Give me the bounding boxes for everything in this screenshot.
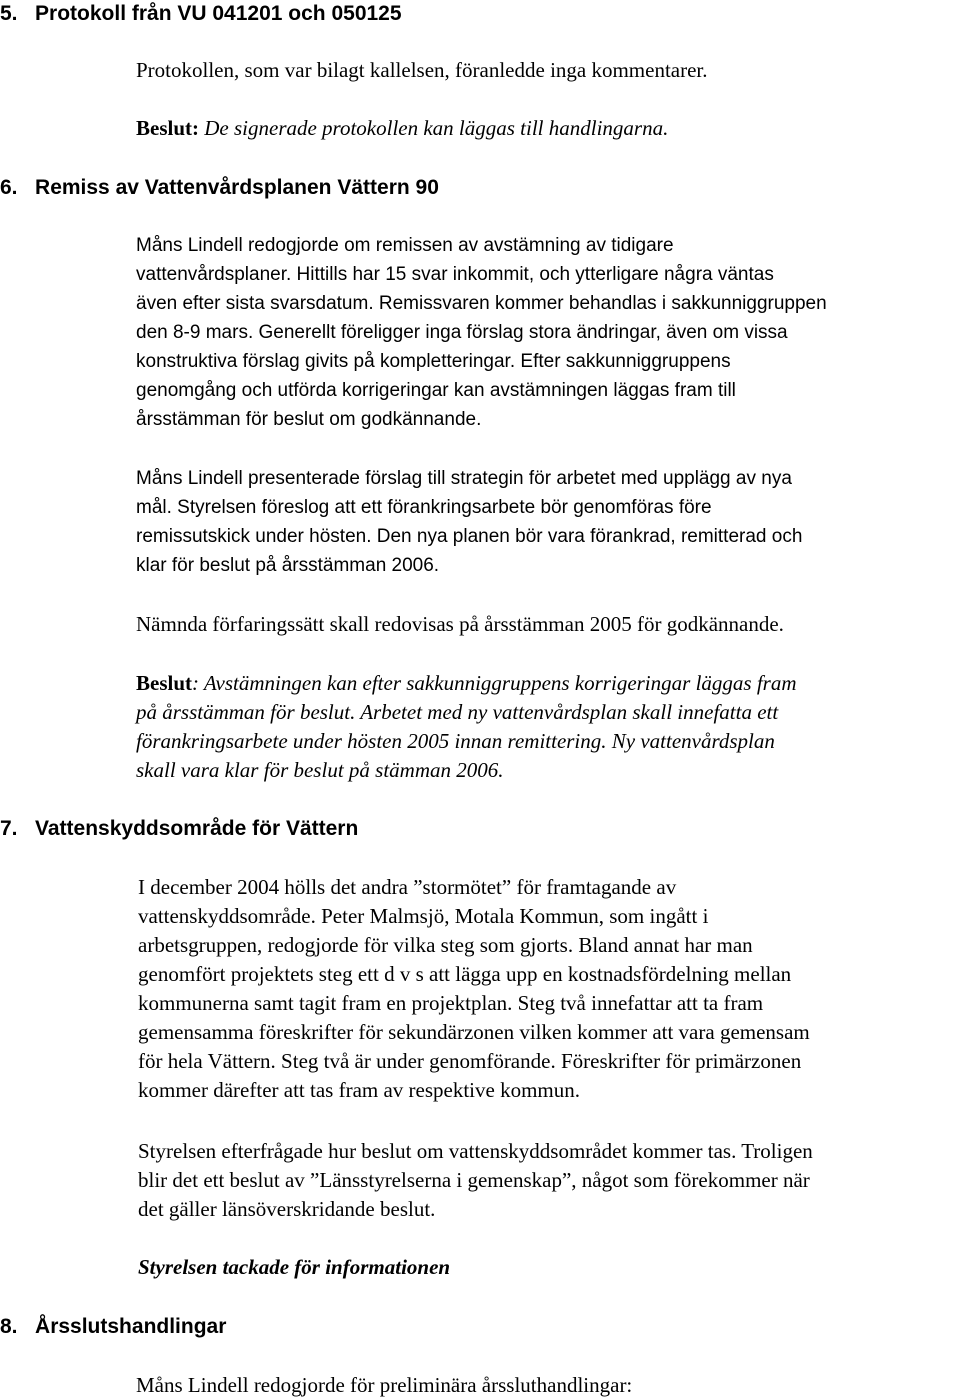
text-line: Måns Lindell presenterade förslag till strategin för arbetet med upplägg av nya xyxy=(136,468,792,489)
section-title: Vattenskyddsområde för Vättern xyxy=(35,817,359,840)
text-line: vattenskyddsområde. Peter Malmsjö, Motala Kommun, som ingått i xyxy=(138,904,709,928)
text-line: gemensamma föreskrifter för sekundärzonen vilken kommer att vara gemensam xyxy=(138,1020,810,1044)
section-6-heading xyxy=(0,177,439,198)
decision-line: skall vara klar för beslut på stämman 2006. xyxy=(136,758,504,782)
section-number: 7. xyxy=(0,817,18,840)
decision-label: Beslut xyxy=(136,671,193,695)
text-line: blir det ett beslut av ”Länsstyrelserna i gemenskap”, något som förekommer när xyxy=(138,1168,810,1192)
section-8-paragraph: Måns Lindell redogjorde för preliminära årssluthandlingar: xyxy=(136,1373,633,1397)
section-title: Årsslutshandlingar xyxy=(35,1315,227,1338)
section-5-paragraph: Protokollen, som var bilagt kallelsen, föranledde inga kommentarer. xyxy=(136,58,708,82)
text-line: klar för beslut på årsstämman 2006. xyxy=(136,555,440,576)
text-line: arbetsgruppen, redogjorde för vilka steg som gjorts. Bland annat har man xyxy=(138,933,753,957)
decision-text: De signerade protokollen kan läggas till handlingarna. xyxy=(199,116,669,140)
section-number: 8. xyxy=(0,1315,18,1338)
section-7-heading xyxy=(0,818,358,839)
text-line: mål. Styrelsen föreslog att ett förankringsarbete bör genomföras före xyxy=(136,497,712,518)
text-line: kommunerna samt tagit fram en projektplan. Steg två innefattar att ta fram xyxy=(138,991,764,1015)
text-line: den 8-9 mars. Generellt föreligger inga förslag stora ändringar, även om vissa xyxy=(136,322,788,343)
text-line: för hela Vättern. Steg två är under genomförande. Föreskrifter för primärzonen xyxy=(138,1049,802,1073)
text-line: genomfört projektets steg ett d v s att lägga upp en kostnadsfördelning mellan xyxy=(138,962,792,986)
section-number: 5. xyxy=(0,2,18,25)
section-7-decision: Styrelsen tackade för informationen xyxy=(138,1255,451,1279)
section-6-paragraph-3: Nämnda förfaringssätt skall redovisas på årsstämman 2005 för godkännande. xyxy=(136,612,784,636)
section-title: Remiss av Vattenvårdsplanen Vättern 90 xyxy=(35,176,439,199)
section-5-decision xyxy=(136,118,668,139)
text-line: Måns Lindell redogjorde om remissen av avstämning av tidigare xyxy=(136,235,674,256)
section-5-heading xyxy=(0,3,402,24)
text-line: Styrelsen efterfrågade hur beslut om vattenskyddsområdet kommer tas. Troligen xyxy=(138,1139,813,1163)
decision-line xyxy=(136,673,797,694)
text-line: kommer därefter att tas fram av respektive kommun. xyxy=(138,1078,581,1102)
decision-line: förankringsarbete under hösten 2005 innan remittering. Ny vattenvårdsplan xyxy=(136,729,775,753)
section-title: Protokoll från VU 041201 och 050125 xyxy=(35,2,402,25)
text-line: årsstämman för beslut om godkännande. xyxy=(136,409,482,430)
text-line: det gäller länsöverskridande beslut. xyxy=(138,1197,436,1221)
text-line: vattenvårdsplaner. Hittills har 15 svar inkommit, och ytterligare några väntas xyxy=(136,264,774,285)
section-8-heading xyxy=(0,1316,226,1337)
decision-label: Beslut: xyxy=(136,116,199,140)
text-line: även efter sista svarsdatum. Remissvaren kommer behandlas i sakkunniggruppen xyxy=(136,293,827,314)
decision-text: : Avstämningen kan efter sakkunniggruppens korrigeringar läggas fram xyxy=(192,671,797,695)
text-line: I december 2004 hölls det andra ”stormötet” för framtagande av xyxy=(138,875,677,899)
text-line: genomgång och utförda korrigeringar kan avstämningen läggas fram till xyxy=(136,380,736,401)
section-number: 6. xyxy=(0,176,18,199)
decision-line: på årsstämman för beslut. Arbetet med ny vattenvårdsplan skall innefatta ett xyxy=(136,700,779,724)
text-line: konstruktiva förslag givits på kompletteringar. Efter sakkunniggruppens xyxy=(136,351,731,372)
text-line: remissutskick under hösten. Den nya planen bör vara förankrad, remitterad och xyxy=(136,526,803,547)
